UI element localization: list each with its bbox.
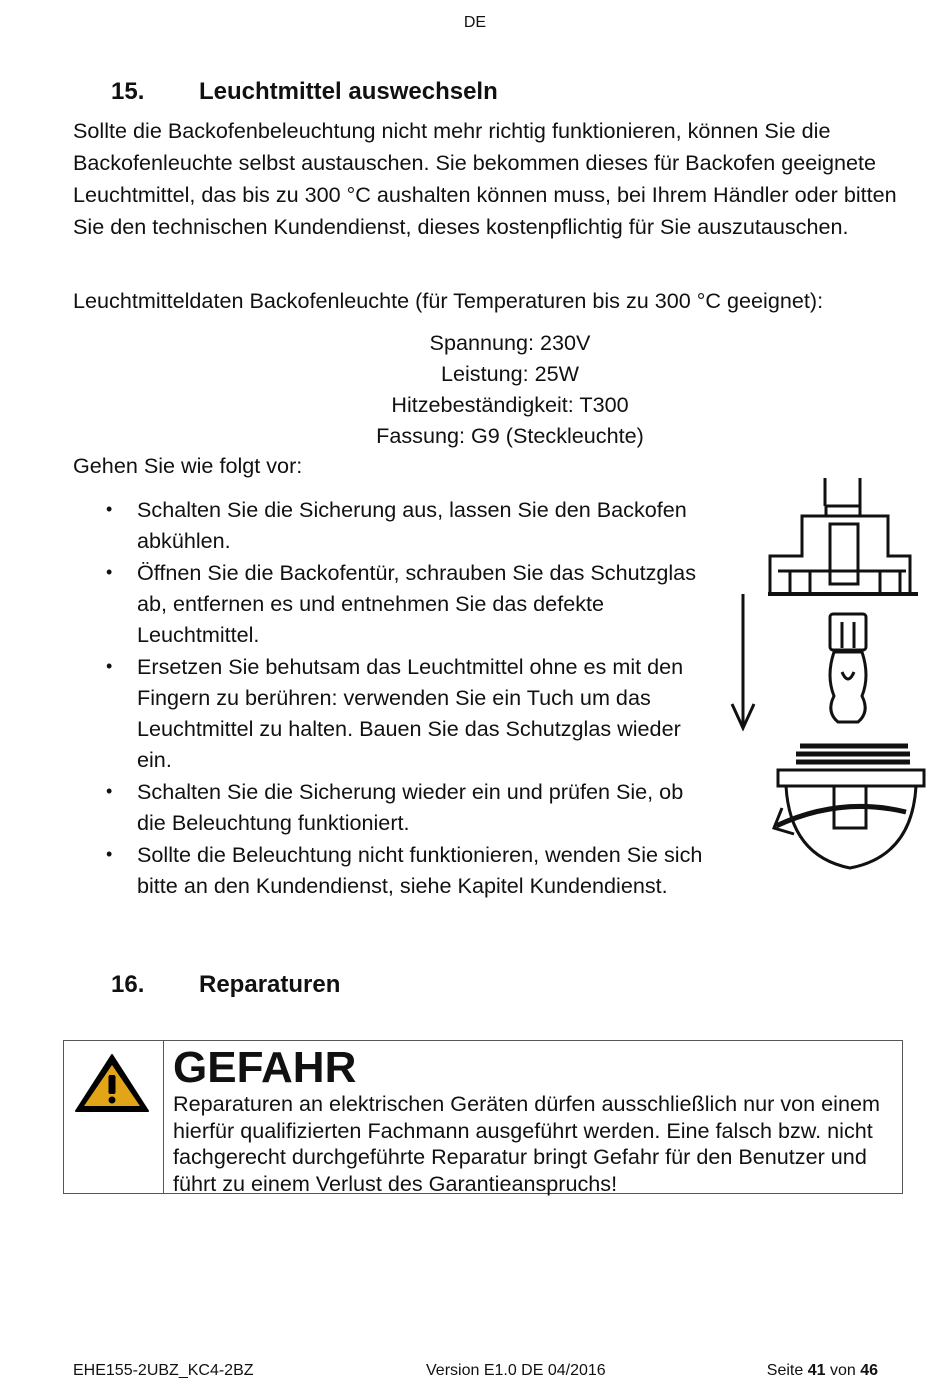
footer-model: EHE155-2UBZ_KC4-2BZ [73,1362,254,1379]
footer-version: Version E1.0 DE 04/2016 [426,1362,606,1379]
socket-housing-drawing [768,478,918,594]
warning-triangle-icon [72,1051,152,1115]
step-text: Schalten Sie die Sicherung aus, lassen Sie den Backofen abkühlen. [137,497,687,553]
step-text: Sollte die Beleuchtung nicht funktionieren, wenden Sie sich bitte an den Kundendienst, siehe Kapitel Kundendienst. [137,842,703,898]
intro-paragraph: Sollte die Backofenbeleuchtung nicht mehr richtig funktionieren, können Sie die Backofenleuchte selbst austauschen. Sie bekommen dieses für Backofen geeignete Leuchtmittel, das bis zu 300 °C aushalten können muss, bei Ihrem Händler oder bitten Sie den technischen Kundendienst, dieses kostenpflichtig für Sie auszutauschen. [73,118,897,239]
spec-voltage: Spannung: 230V [429,330,591,355]
bullet: • [106,656,113,676]
section-number: 15. [111,78,145,105]
down-arrow-icon [732,594,754,728]
section-title: Leuchtmittel auswechseln [199,78,498,105]
warning-title: GEFAHR [173,1043,357,1092]
list-item [103,557,713,650]
page-language-header: DE [463,14,487,31]
page-current: 41 [807,1362,826,1379]
spec-heat-resistance: Hitzebeständigkeit: T300 [391,392,629,417]
danger-warning-box [63,1040,903,1194]
section-number: 16. [111,971,145,998]
bullet: • [106,562,113,582]
bullet: • [106,844,113,864]
page-total: 46 [860,1362,878,1379]
bullet: • [106,781,113,801]
page-mid: von [825,1362,861,1379]
list-item [103,494,713,556]
g9-bulb-drawing [830,614,866,722]
page-prefix: Seite [766,1362,808,1379]
protective-glass-drawing [774,746,924,868]
warning-text: Reparaturen an elektrischen Geräten dürfen ausschließlich nur von einem hierfür qualifizierten Fachmann ausgeführt werden. Eine falsch bzw. nicht fachgerecht durchgeführte Reparatur bringt Gefahr für den Benutzer und führt zu einem Verlust des Garantieanspruchs! [173,1091,880,1196]
section-15-heading [111,78,711,108]
list-item [103,651,713,775]
page-footer [73,1362,878,1384]
footer-page-number [767,1362,878,1380]
bullet: • [106,499,113,519]
spec-power: Leistung: 25W [440,361,580,386]
spec-socket: Fassung: G9 (Steckleuchte) [376,423,644,448]
section-16-heading [111,971,711,1001]
step-text: Ersetzen Sie behutsam das Leuchtmittel ohne es mit den Fingern zu berühren: verwenden Sie ein Tuch um das Leuchtmittel zu halten. Bauen Sie das Schutzglas wieder ein. [137,654,684,772]
procedure-steps [103,494,713,902]
warning-icon-cell [64,1041,164,1193]
lamp-replacement-illustration [730,476,930,876]
step-text: Schalten Sie die Sicherung wieder ein und prüfen Sie, ob die Beleuchtung funktioniert. [137,779,684,835]
lamp-data-lead: Leuchtmitteldaten Backofenleuchte (für Temperaturen bis zu 300 °C geeignet): [73,288,824,313]
lamp-specs [280,327,740,451]
section-title: Reparaturen [199,971,341,998]
procedure-lead: Gehen Sie wie folgt vor: [73,453,303,478]
step-text: Öffnen Sie die Backofentür, schrauben Sie das Schutzglas ab, entfernen es und entnehmen Sie das defekte Leuchtmittel. [137,560,696,647]
list-item [103,776,713,838]
list-item [103,839,713,901]
